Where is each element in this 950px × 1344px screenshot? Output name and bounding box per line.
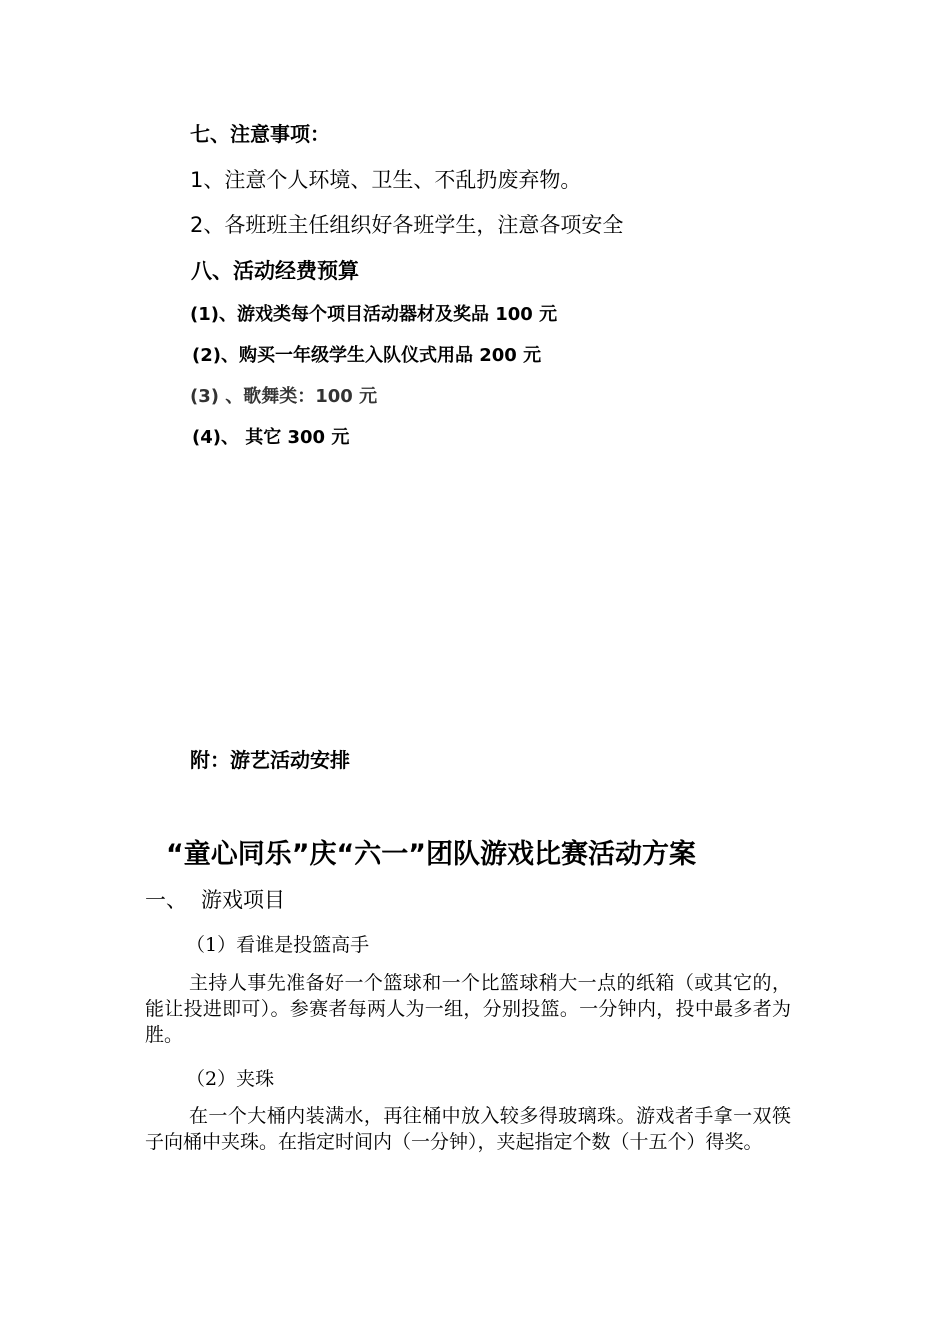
section-1-number: 一、 (145, 888, 187, 912)
budget-item-3: (3) 、歌舞类：100 元 (190, 386, 378, 407)
budget-item-1: (1)、游戏类每个项目活动器材及奖品 100 元 (190, 304, 558, 325)
notice-item-2: 2、各班班主任组织好各班学生，注意各项安全 (190, 213, 624, 237)
section-1-heading (145, 884, 285, 914)
plan-title: “童心同乐”庆“六一”团队游戏比赛活动方案 (166, 839, 696, 870)
notice-item-1: 1、注意个人环境、卫生、不乱扔废弃物。 (190, 168, 582, 192)
game-1-description: 主持人事先准备好一个篮球和一个比篮球稍大一点的纸箱（或其它的，能让投进即可）。参赛者每两人为一组，分别投篮。一分钟内，投中最多者为胜。 (145, 972, 791, 1046)
section-8-heading: 八、活动经费预算 (191, 259, 359, 283)
section-1-label: 游戏项目 (201, 888, 285, 912)
budget-item-2: (2)、购买一年级学生入队仪式用品 200 元 (192, 345, 542, 366)
section-7-heading: 七、注意事项： (190, 122, 330, 146)
game-1-name: （1）看谁是投篮高手 (186, 934, 370, 956)
game-2-name: （2）夹珠 (186, 1068, 275, 1090)
game-2-description: 在一个大桶内装满水，再往桶中放入较多得玻璃珠。游戏者手拿一双筷子向桶中夹珠。在指定时间内（一分钟），夹起指定个数（十五个）得奖。 (145, 1105, 791, 1153)
appendix-label: 附：游艺活动安排 (190, 748, 350, 772)
budget-item-4: (4)、 其它 300 元 (192, 427, 350, 448)
